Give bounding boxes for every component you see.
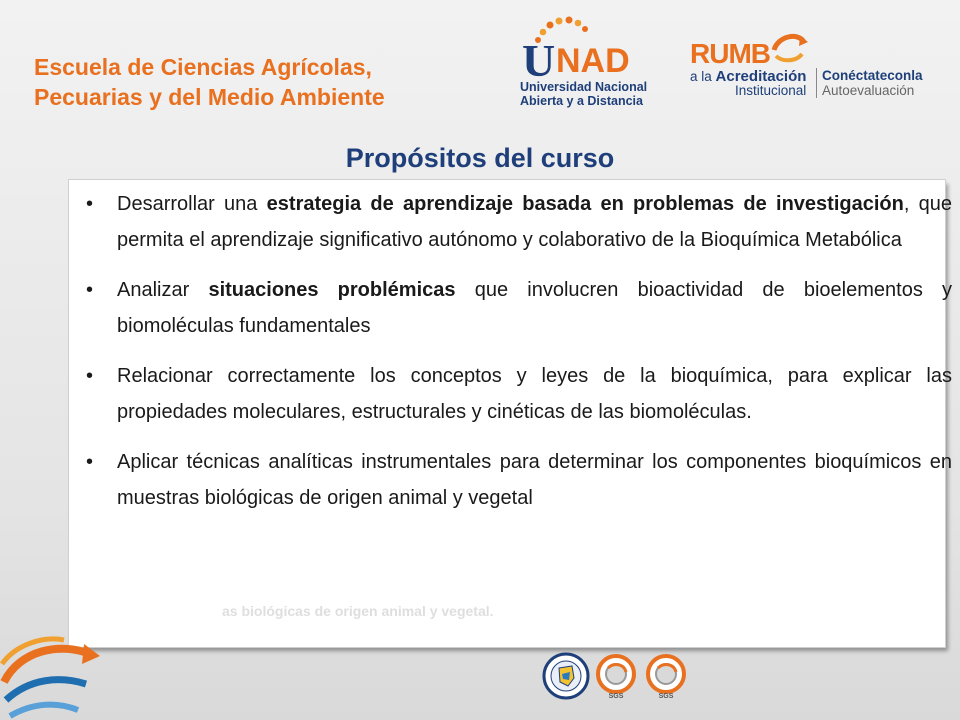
school-name [34, 52, 385, 112]
bullet-icon: • [86, 365, 94, 387]
bullet-text-after: , que permita el aprendizaje significativo autónomo y colaborativo de la Bioquímica Metabólica [117, 193, 952, 251]
ghost-text-overlay: as biológicas de origen animal y vegetal. [222, 603, 494, 619]
list-item [86, 359, 952, 430]
rumbo-wordmark [690, 38, 770, 70]
bullet-text-bold: estrategia de aprendizaje basada en problemas de investigación [266, 193, 904, 215]
slide-title: Propósitos del curso [345, 143, 615, 173]
list-item [86, 273, 952, 344]
sgs-seal-icon [642, 652, 690, 700]
colombia-seal-icon [542, 652, 590, 700]
list-item [86, 445, 952, 516]
bullet-text: Relacionar correctamente los conceptos y leyes de la bioquímica, para explicar las propiedades moleculares, estructurales y cinéticas de las biomoléculas. [117, 365, 952, 423]
rumbo-line1-bold: Acreditación [715, 68, 807, 85]
bullet-text-bold: situaciones problémicas [208, 279, 456, 301]
bullet-text-before: Analizar [117, 279, 209, 301]
sgs-label: SGS [658, 693, 674, 700]
unad-letter-u: U [522, 35, 556, 86]
sgs-seal-icon [592, 652, 640, 700]
bullet-icon: • [86, 193, 94, 215]
rumbo-line1-prefix: a la [690, 69, 712, 84]
rumbo-right-line2: Autoevaluación [822, 83, 915, 98]
bullet-text-before: Desarrollar una [117, 193, 267, 215]
unad-caption-line1: Universidad Nacional [520, 80, 648, 94]
school-name-line1: Escuela de Ciencias Agrícolas, [34, 54, 372, 80]
sgs-label: SGS [608, 693, 624, 700]
list-item [86, 187, 952, 258]
rumbo-word: RUMB [690, 38, 770, 69]
bullet-text-after: que involucren bioactividad de bioelementos y biomoléculas fundamentales [117, 279, 953, 337]
swirl-decoration-icon [0, 620, 120, 720]
bullet-text: Aplicar técnicas analíticas instrumentales para determinar los componentes bioquímicos en muestras biológicas de origen animal y vegetal [117, 451, 952, 509]
bullet-icon: • [86, 451, 94, 473]
bullet-icon: • [86, 279, 94, 301]
unad-letters-nad: NAD [556, 42, 630, 80]
unad-caption-line2: Abierta y a Distancia [520, 94, 643, 108]
purposes-list [86, 187, 952, 531]
unad-caption [520, 80, 647, 108]
rumbo-right-line1: Conéctateconla [822, 68, 923, 83]
rumbo-divider [816, 68, 817, 98]
rumbo-line2: Institucional [735, 83, 807, 98]
rumbo-swirl-icon [770, 28, 810, 68]
school-name-line2: Pecuarias y del Medio Ambiente [34, 84, 385, 110]
